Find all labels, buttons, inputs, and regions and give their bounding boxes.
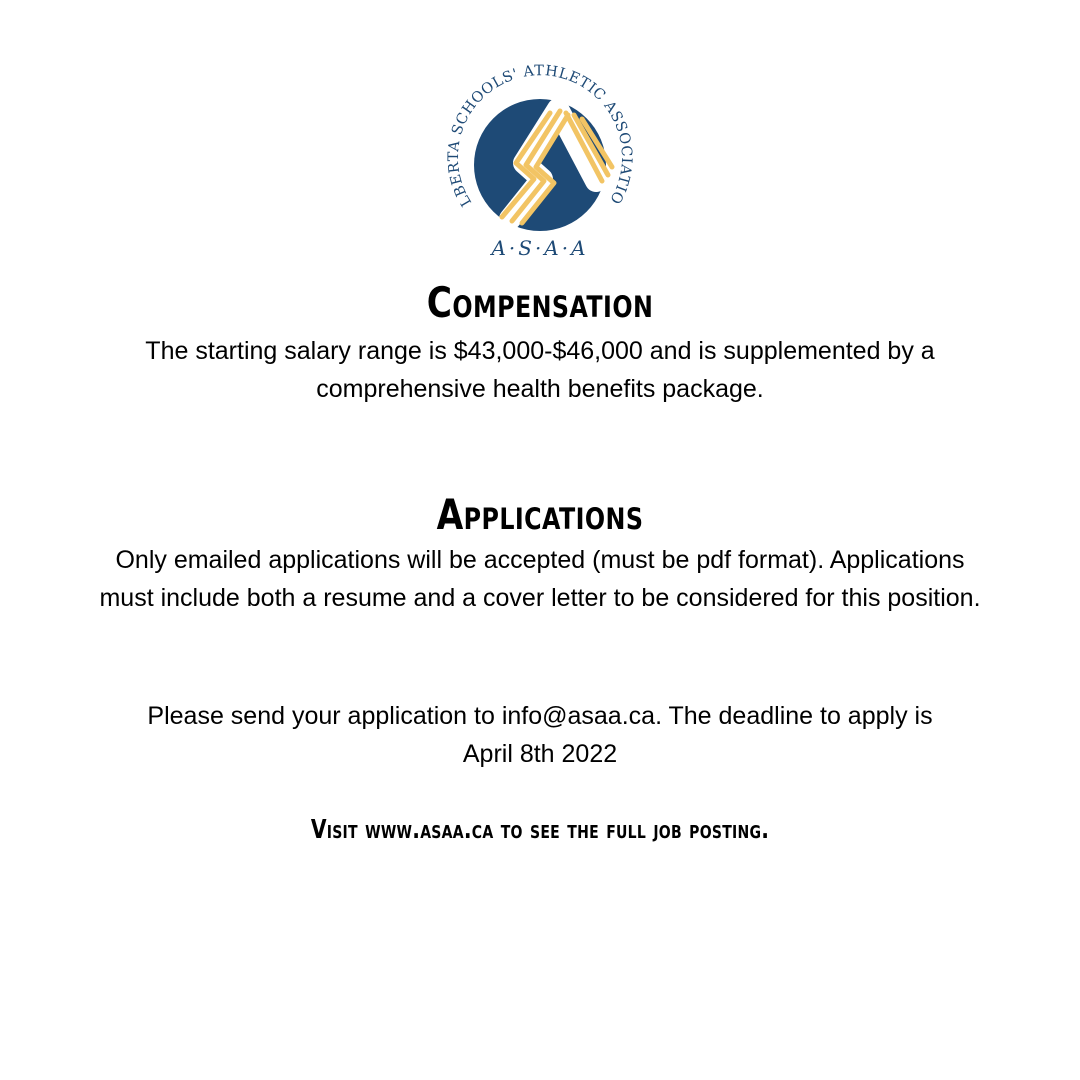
logo-abbrev: A·S·A·A: [491, 236, 589, 260]
asaa-logo: [440, 55, 640, 265]
compensation-heading: Compensation: [426, 278, 654, 327]
compensation-body: The starting salary range is $43,000-$46,000 and is supplemented by a comprehensive health benefits package.: [145, 337, 935, 403]
deadline-date: April 8th 2022: [462, 740, 618, 768]
visit-website-line: Visit www.asaa.ca to see the full job posting.: [310, 815, 770, 845]
logo-ring-textpath: LBERTA SCHOOLS' ATHLETIC ASSOCIATIO: [445, 63, 635, 209]
applications-heading: Applications: [436, 490, 644, 539]
asaa-logo-emblem: [440, 55, 640, 265]
send-application-line: Please send your application to info@asaa.ca. The deadline to apply is: [147, 702, 933, 730]
applications-body: Only emailed applications will be accepted (must be pdf format). Applications must include both a resume and a cover letter to be considered for this position.: [99, 546, 981, 612]
